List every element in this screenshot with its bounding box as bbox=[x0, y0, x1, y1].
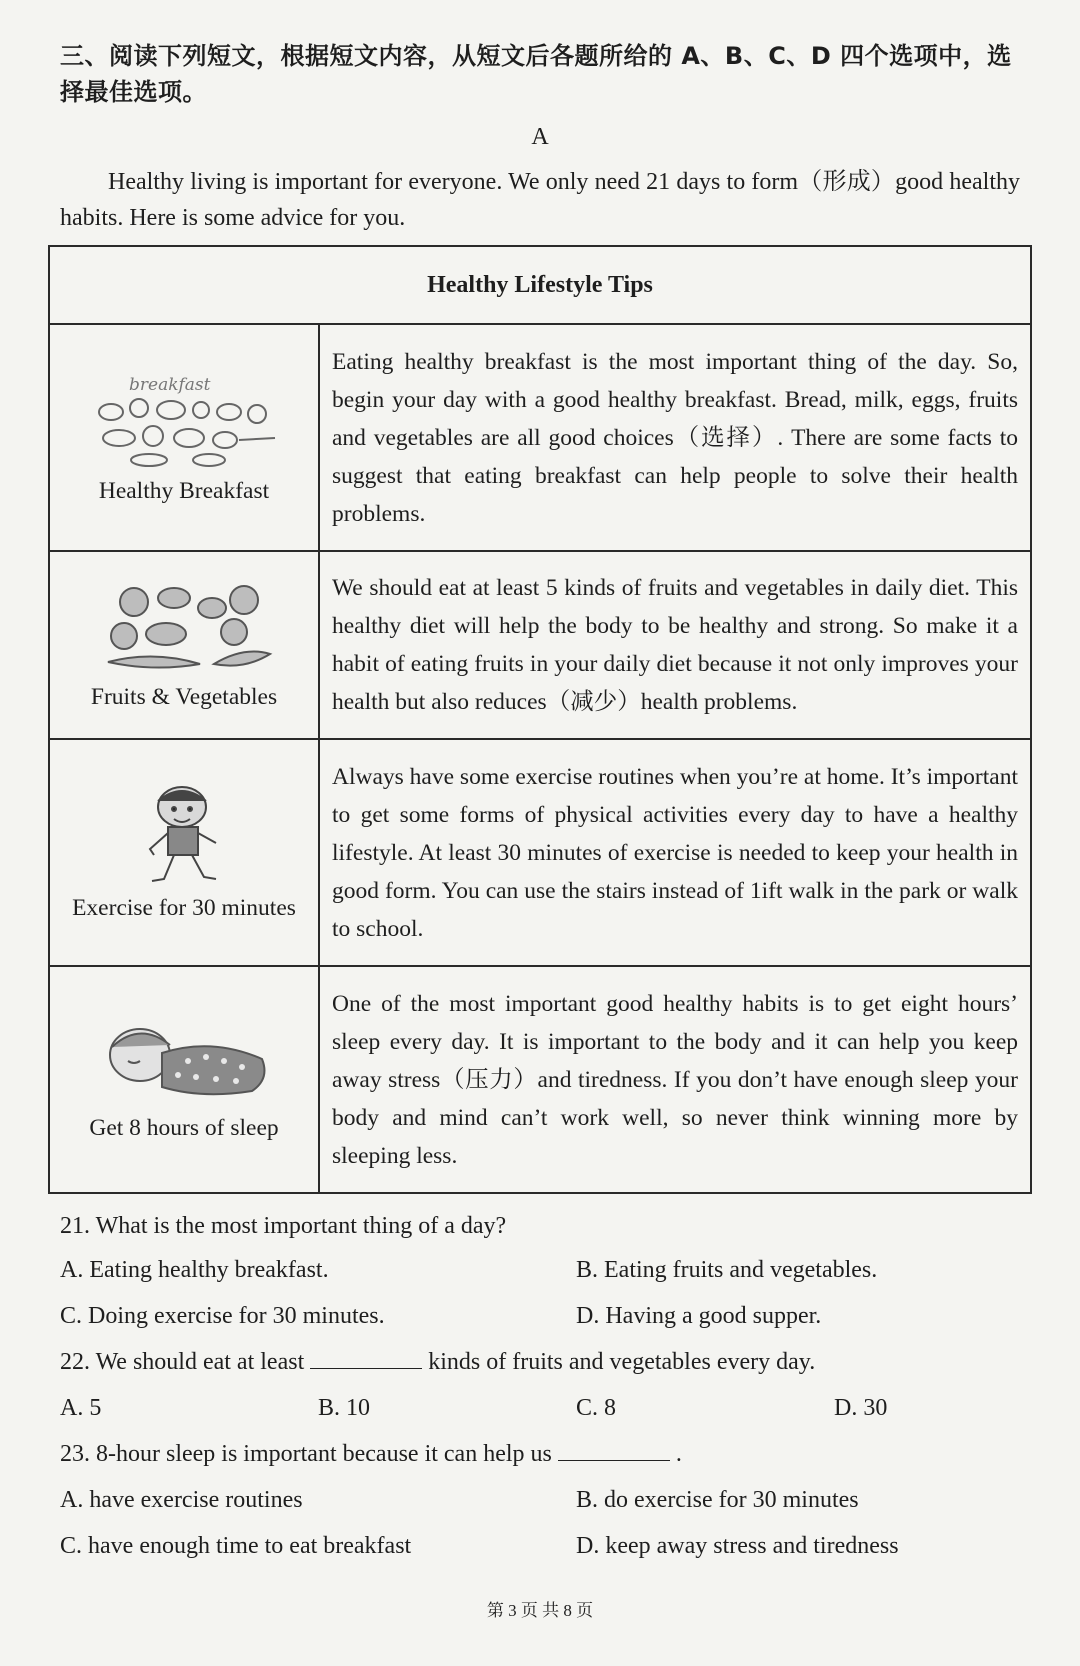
tips-table bbox=[48, 245, 1032, 1194]
q21-option-c[interactable]: C. Doing exercise for 30 minutes. bbox=[60, 1303, 385, 1329]
q23-option-a[interactable]: A. have exercise routines bbox=[60, 1487, 303, 1513]
q22-stem-after: kinds of fruits and vegetables every day. bbox=[428, 1349, 816, 1375]
tip-illustration-cell bbox=[49, 739, 319, 966]
tip-text: Eating healthy breakfast is the most important thing of the day. So, begin your day with a good healthy breakfast. Bread, milk, eggs, fruits and vegetables are all good choices（选择）. There are some facts to suggest that eating breakfast can help people to solve their health problems. bbox=[319, 324, 1031, 551]
tip-caption: Healthy Breakfast bbox=[98, 478, 270, 504]
q23-answer-blank[interactable] bbox=[558, 1438, 670, 1461]
sleeping-child-illustration bbox=[92, 1017, 276, 1107]
breakfast-illustration bbox=[89, 370, 279, 470]
tip-caption: Get 8 hours of sleep bbox=[89, 1115, 279, 1141]
q23-stem-after: . bbox=[675, 1441, 682, 1467]
q22-answer-blank[interactable] bbox=[310, 1346, 422, 1369]
q23-option-b[interactable]: B. do exercise for 30 minutes bbox=[576, 1487, 859, 1513]
q22-option-d[interactable]: D. 30 bbox=[834, 1395, 888, 1421]
q22-option-c[interactable]: C. 8 bbox=[576, 1395, 617, 1421]
tip-caption: Exercise for 30 minutes bbox=[72, 895, 296, 921]
q23-stem-before: 23. 8-hour sleep is important because it can help us bbox=[60, 1441, 552, 1467]
intro-paragraph bbox=[60, 164, 1020, 236]
tip-illustration-cell bbox=[49, 966, 319, 1193]
q22-option-b[interactable]: B. 10 bbox=[318, 1395, 371, 1421]
question-22 bbox=[60, 1346, 815, 1378]
q22-stem-before: 22. We should eat at least bbox=[60, 1349, 305, 1375]
tip-illustration-cell bbox=[49, 551, 319, 739]
instructions: 三、阅读下列短文，根据短文内容，从短文后各题所给的 A、B、C、D 四个选项中，选择最佳选项。 bbox=[60, 42, 1012, 106]
table-title: Healthy Lifestyle Tips bbox=[49, 246, 1031, 324]
q21-option-d[interactable]: D. Having a good supper. bbox=[576, 1303, 822, 1329]
tip-illustration-cell bbox=[49, 324, 319, 551]
tip-text: We should eat at least 5 kinds of fruits and vegetables in daily diet. This healthy diet will help the body to be healthy and strong. So make it a habit of eating fruits in your daily diet because it not only improves your health but also reduces（减少）health problems. bbox=[319, 551, 1031, 739]
table-row bbox=[49, 324, 1031, 551]
q22-option-a[interactable]: A. 5 bbox=[60, 1395, 102, 1421]
question-21: 21. What is the most important thing of a day? bbox=[60, 1213, 507, 1239]
tip-text: Always have some exercise routines when you’re at home. It’s important to get some forms of physical activities every day to have a healthy lifestyle. At least 30 minutes of exercise is needed to keep your health in good form. You can use the stairs instead of 1ift walk in the park or walk to school. bbox=[319, 739, 1031, 966]
table-row bbox=[49, 551, 1031, 739]
tip-text: One of the most important good healthy habits is to get eight hours’ sleep every day. It is important to the body and it can help you keep away stress（压力）and tiredness. If you don’t have enough sleep your body and mind can’t work well, so never think winning more by sleeping less. bbox=[319, 966, 1031, 1193]
fruits-vegetables-illustration bbox=[94, 580, 274, 676]
section-label: A bbox=[531, 124, 549, 150]
question-23 bbox=[60, 1438, 682, 1470]
q21-option-a[interactable]: A. Eating healthy breakfast. bbox=[60, 1257, 329, 1283]
q23-option-c[interactable]: C. have enough time to eat breakfast bbox=[60, 1533, 412, 1559]
intro-text: Healthy living is important for everyone. We only need 21 days to form（形成）good healthy habits. Here is some advice for you. bbox=[60, 169, 1020, 231]
page-footer: 第 3 页 共 8 页 bbox=[486, 1601, 594, 1620]
table-row bbox=[49, 966, 1031, 1193]
breakfast-logo-text: breakfast bbox=[129, 375, 211, 395]
q23-option-d[interactable]: D. keep away stress and tiredness bbox=[576, 1533, 899, 1559]
q21-option-b[interactable]: B. Eating fruits and vegetables. bbox=[576, 1257, 878, 1283]
tip-caption: Fruits & Vegetables bbox=[90, 683, 278, 710]
table-row bbox=[49, 739, 1031, 966]
exercise-boy-illustration bbox=[124, 783, 244, 887]
